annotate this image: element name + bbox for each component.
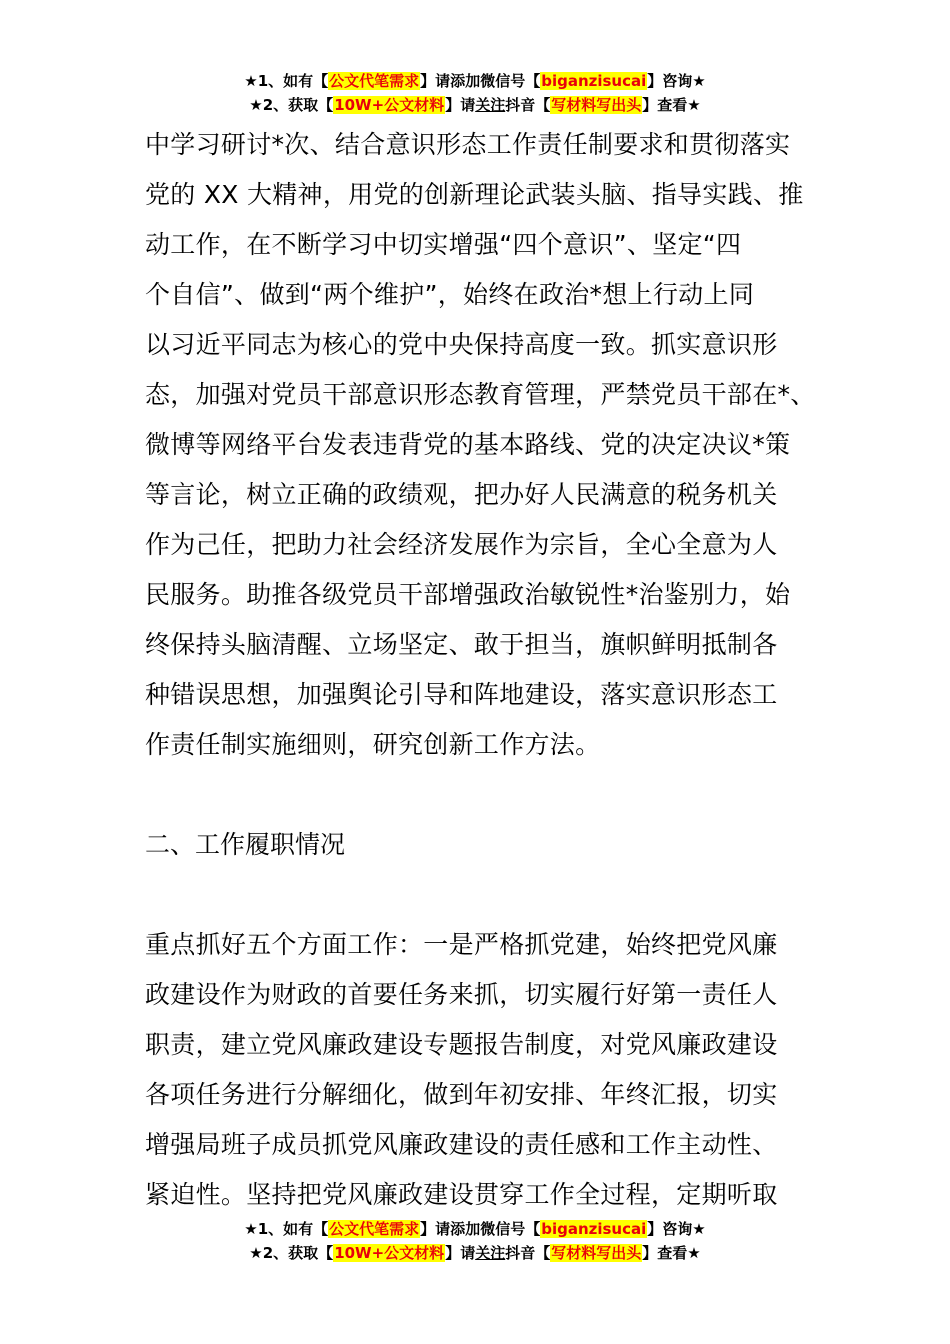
promo-highlight: biganzisucai <box>541 1220 647 1238</box>
promo-text: ★1、如有【 <box>244 72 329 90</box>
promo-text: ★1、如有【 <box>244 1220 329 1238</box>
promo-emphasis: 加 <box>465 1220 481 1238</box>
section-heading: 二、工作履职情况 <box>145 830 346 859</box>
text-line: 增强局班子成员抓党风廉政建设的责任感和工作主动性、 <box>145 1130 778 1159</box>
promo-text: 】咨询★ <box>647 1220 706 1238</box>
text-line: 政建设作为财政的首要任务来抓，切实履行好第一责任人 <box>145 980 778 1009</box>
paragraph-ideology <box>145 120 815 770</box>
promo-text: ★2、获取【 <box>249 1244 334 1262</box>
promo-highlight: 公文代笔需求 <box>329 72 420 90</box>
header-promo-banner <box>0 69 950 117</box>
promo-text: 】请添 <box>420 72 466 90</box>
text-line: 终保持头脑清醒、立场坚定、敢于担当，旗帜鲜明抵制各 <box>145 630 778 659</box>
document-body <box>145 120 815 1220</box>
promo-highlight: 写材料写出头 <box>551 1244 642 1262</box>
promo-text: 】查看★ <box>642 1244 701 1262</box>
text-line: 各项任务进行分解细化，做到年初安排、年终汇报，切实 <box>145 1080 778 1109</box>
text-line: 民服务。助推各级党员干部增强政治敏锐性*治鉴别力，始 <box>145 580 791 609</box>
text-line: 动工作，在不断学习中切实增强“四个意识”、坚定“四 <box>145 230 742 259</box>
promo-highlight: 公文代笔需求 <box>329 1220 420 1238</box>
promo-text: 抖音【 <box>505 96 551 114</box>
text-line: 中学习研讨*次、结合意识形态工作责任制要求和贯彻落实 <box>145 130 791 159</box>
promo-text: 微信号【 <box>480 72 541 90</box>
promo-emphasis: 加 <box>465 72 481 90</box>
promo-text: 微信号【 <box>480 1220 541 1238</box>
text-line: 职责，建立党风廉政建设专题报告制度，对党风廉政建设 <box>145 1030 778 1059</box>
text-line: 种错误思想，加强舆论引导和阵地建设，落实意识形态工 <box>145 680 778 709</box>
text-line: 重点抓好五个方面工作：一是严格抓党建，始终把党风廉 <box>145 930 778 959</box>
text-line: 个自信”、做到“两个维护”，始终在政治*想上行动上同 <box>145 280 755 309</box>
promo-line-1 <box>0 1217 950 1241</box>
text-line: 以习近平同志为核心的党中央保持高度一致。抓实意识形 <box>145 330 778 359</box>
promo-highlight: 10W+公文材料 <box>334 96 445 114</box>
promo-text: 】查看★ <box>642 96 701 114</box>
text-line: 态，加强对党员干部意识形态教育管理，严禁党员干部在*、 <box>145 380 816 409</box>
promo-text: 抖音【 <box>505 1244 551 1262</box>
promo-highlight: 10W+公文材料 <box>334 1244 445 1262</box>
text-line: 作责任制实施细则，研究创新工作方法。 <box>145 730 601 759</box>
promo-emphasis: 关注 <box>475 96 506 114</box>
promo-text: 】请 <box>445 1244 476 1262</box>
promo-emphasis: 关注 <box>475 1244 506 1262</box>
promo-line-2 <box>0 1241 950 1265</box>
text-line: 等言论，树立正确的政绩观，把办好人民满意的税务机关 <box>145 480 778 509</box>
promo-text: ★2、获取【 <box>249 96 334 114</box>
promo-text: 】请 <box>445 96 476 114</box>
text-line: 党的 XX 大精神，用党的创新理论武装头脑、指导实践、推 <box>145 180 804 209</box>
text-line: 紧迫性。坚持把党风廉政建设贯穿工作全过程，定期听取 <box>145 1180 778 1209</box>
footer-promo-banner <box>0 1217 950 1265</box>
promo-text: 】请添 <box>420 1220 466 1238</box>
promo-highlight: 写材料写出头 <box>551 96 642 114</box>
promo-line-1 <box>0 69 950 93</box>
text-line: 微博等网络平台发表违背党的基本路线、党的决定决议*策 <box>145 430 791 459</box>
promo-highlight: biganzisucai <box>541 72 647 90</box>
paragraph-duties <box>145 920 815 1220</box>
text-line: 作为己任，把助力社会经济发展作为宗旨，全心全意为人 <box>145 530 778 559</box>
promo-line-2 <box>0 93 950 117</box>
promo-text: 】咨询★ <box>647 72 706 90</box>
